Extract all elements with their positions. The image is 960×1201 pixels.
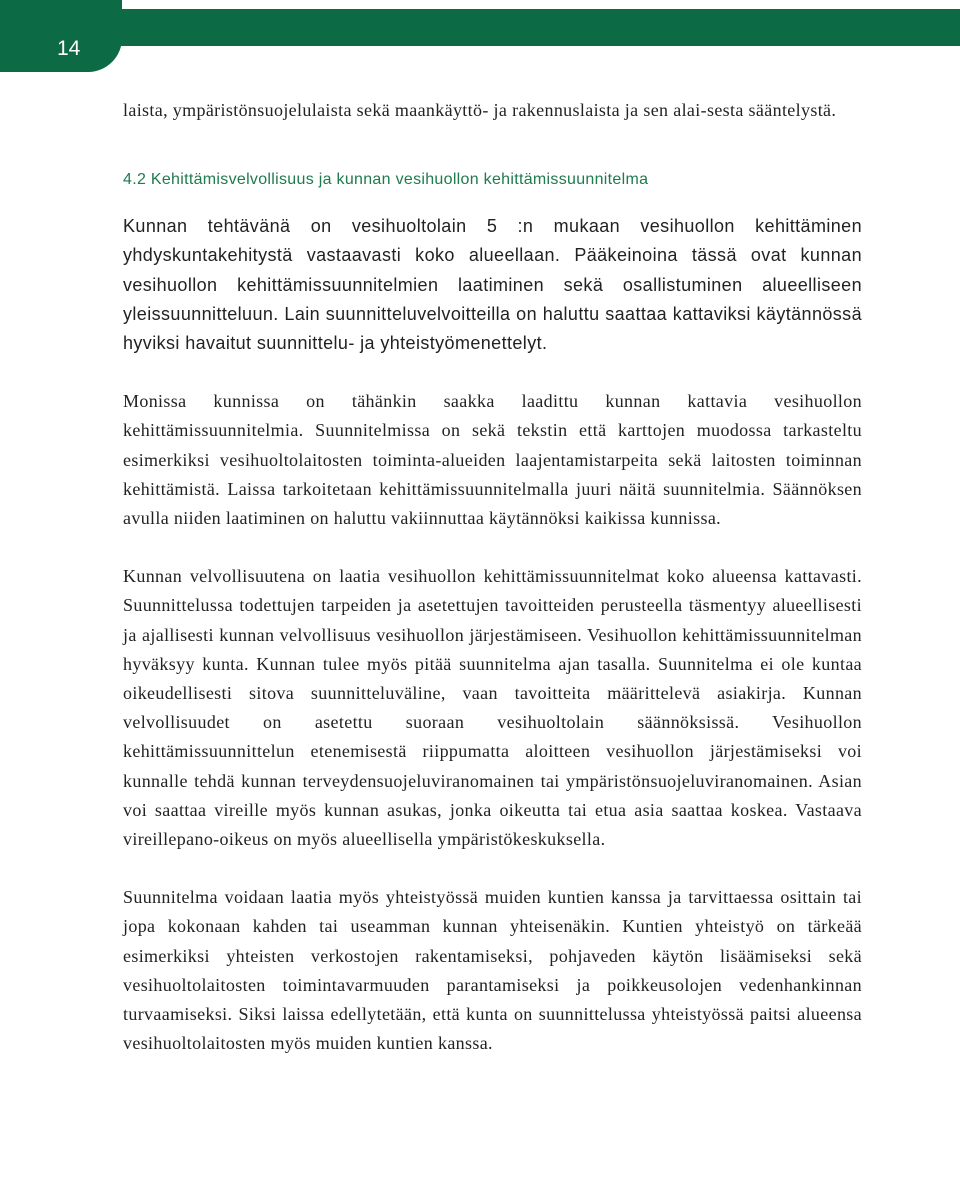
section-heading: 4.2 Kehittämisvelvollisuus ja kunnan vesihuollon kehittämissuunnitelma <box>123 171 649 189</box>
intro-paragraph: laista, ympäristönsuojelulaista sekä maankäyttö- ja rakennuslaista ja sen alai-sesta sääntelystä. <box>123 100 837 120</box>
paragraph-3: Kunnan velvollisuutena on laatia vesihuollon kehittämissuunnitelmat koko alueensa kattavasti. Suunnittelussa todettujen tarpeiden ja asetettujen tavoitteiden perusteella täsmentyy alueellisesti ja ajallisesti kunnan velvollisuus vesihuollon järjestämiseen. Vesihuollon kehittämissuunnitelman hyväksyy kunta. Kunnan tulee myös pitää suunnitelma ajan tasalla. Suunnitelma ei ole kuntaa oikeudellisesti sitova suunnitteluväline, vaan tavoitteita määrittelevä asiakirja. Kunnan velvollisuudet on asetettu suoraan vesihuoltolain säännöksissä. Vesihuollon kehittämissuunnittelun etenemisestä riippumatta aloitteen vesihuollon järjestämiseksi voi kunnalle tehdä kunnan terveydensuojeluviranomainen tai ympäristönsuojeluviranomainen. Asian voi saattaa vireille myös kunnan asukas, jonka oikeutta tai etua asia saattaa koskea. Vastaava vireillepano-oikeus on myös alueellisella ympäristökeskuksella. <box>123 566 862 850</box>
header-bar <box>0 9 960 46</box>
paragraph-1: Kunnan tehtävänä on vesihuoltolain 5 :n mukaan vesihuollon kehittäminen yhdyskuntakehitystä vastaavasti koko alueellaan. Pääkeinoina tässä ovat kunnan vesihuollon kehittämissuunnitelmien laatiminen sekä osallistuminen alueelliseen yleissuunnitteluun. Lain suunnitteluvelvoitteilla on haluttu saattaa kattaviksi käytännössä hyviksi havaitut suunnittelu- ja yhteistyömenettelyt. <box>123 216 862 354</box>
document-body <box>123 96 862 1058</box>
paragraph-4: Suunnitelma voidaan laatia myös yhteistyössä muiden kuntien kanssa ja tarvittaessa osittain tai jopa kokonaan kahden tai useamman kunnan yhteisenäkin. Kuntien yhteistyö on tärkeää esimerkiksi yhteisten verkostojen rakentamiseksi, pohjaveden käytön lisäämiseksi sekä vesihuoltolaitosten toimintavarmuuden parantamiseksi ja poikkeusolojen vedenhankinnan turvaamiseksi. Siksi laissa edellytetään, että kunta on suunnittelussa yhteistyössä paitsi alueensa vesihuoltolaitosten myös muiden kuntien kanssa. <box>123 887 862 1054</box>
page-number: 14 <box>57 37 81 60</box>
paragraph-2: Monissa kunnissa on tähänkin saakka laadittu kunnan kattavia vesihuollon kehittämissuunnitelmia. Suunnitelmissa on sekä tekstin että karttojen muodossa tarkasteltu esimerkiksi vesihuoltolaitosten toiminta-alueiden laajentamistarpeita sekä laitosten toiminnan kehittämistä. Laissa tarkoitetaan kehittämissuunnitelmalla juuri näitä suunnitelmia. Säännöksen avulla niiden laatiminen on haluttu vakiinnuttaa käytännöksi kaikissa kunnissa. <box>123 391 862 529</box>
page-number-tab <box>0 0 122 72</box>
